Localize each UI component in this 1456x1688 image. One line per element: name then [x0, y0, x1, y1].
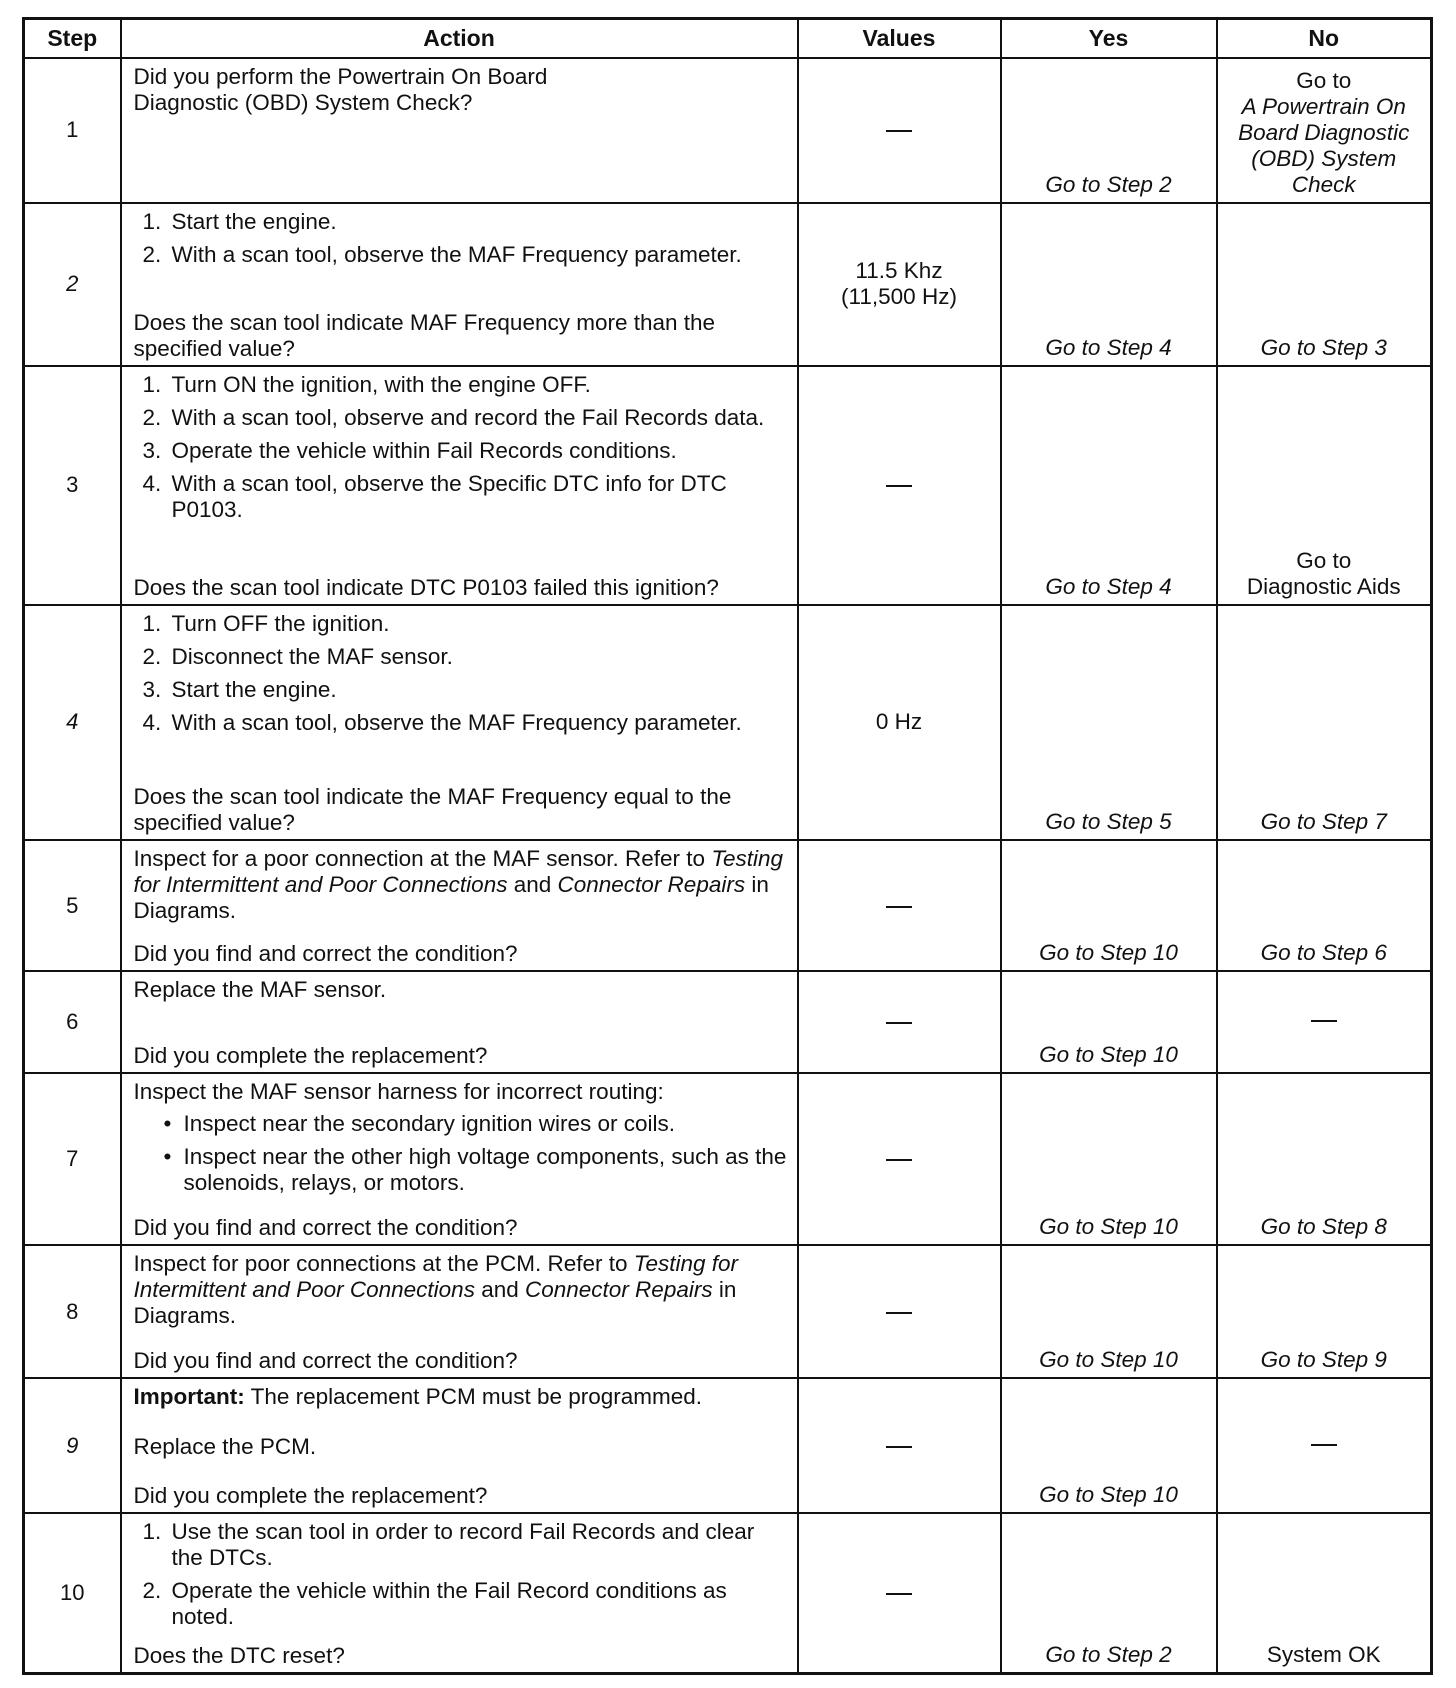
action-content — [122, 841, 797, 970]
action-cell — [121, 203, 798, 366]
action-content — [122, 59, 797, 202]
no-link[interactable]: System OK — [1217, 1513, 1432, 1673]
action-text — [134, 1251, 787, 1329]
table-row — [24, 366, 1432, 605]
table-row — [24, 58, 1432, 203]
value-cell — [798, 971, 1001, 1073]
value-line: (11,500 Hz) — [841, 284, 957, 310]
action-step: 2. Operate the vehicle within the Fail Record conditions as noted. — [168, 1578, 787, 1630]
action-steps — [134, 611, 787, 743]
table-row — [24, 971, 1432, 1073]
action-text-part: and — [474, 1277, 525, 1303]
action-text-part: in Diagrams. — [133, 872, 769, 924]
action-step: 4. With a scan tool, observe the Specific DTC info for DTC P0103. — [168, 471, 787, 523]
value-cell — [798, 840, 1001, 971]
action-step: 2. Disconnect the MAF sensor. — [168, 644, 787, 670]
no-cell — [1217, 366, 1432, 605]
no-link[interactable]: Go to Step 6 — [1217, 840, 1432, 971]
dash-mark — [886, 485, 912, 487]
table-row — [24, 1245, 1432, 1378]
action-cell — [121, 1245, 798, 1378]
dash-mark — [1311, 1020, 1337, 1022]
action-text-part: and — [507, 872, 558, 898]
action-content — [122, 367, 797, 604]
action-step: 1. Turn ON the ignition, with the engine OFF. — [168, 372, 787, 398]
value-cell — [798, 1073, 1001, 1245]
yes-link[interactable]: Go to Step 2 — [1001, 58, 1217, 203]
table-row — [24, 605, 1432, 841]
step-number: 5 — [24, 840, 121, 971]
action-text-part: in Diagrams. — [133, 1277, 737, 1329]
action-text-part: Inspect for poor connections at the PCM. Refer to — [133, 1251, 634, 1277]
action-text: Inspect the MAF sensor harness for incorrect routing: — [133, 1079, 664, 1105]
bullet-item — [162, 1144, 787, 1196]
header-action: Action — [121, 19, 798, 59]
bullet-text: Inspect near the secondary ignition wires or coils. — [183, 1111, 675, 1137]
action-step: 2. With a scan tool, observe the MAF Frequency parameter. — [168, 242, 787, 268]
action-content — [122, 606, 797, 840]
yes-link[interactable]: Go to Step 10 — [1001, 1378, 1217, 1514]
action-text — [134, 846, 787, 924]
action-step: 3. Operate the vehicle within Fail Records conditions. — [168, 438, 787, 464]
action-step: 3. Start the engine. — [168, 677, 787, 703]
no-link[interactable]: Diagnostic Aids — [1246, 573, 1401, 599]
table-row — [24, 203, 1432, 366]
yes-link[interactable]: Go to Step 5 — [1001, 605, 1217, 841]
no-prefix: Go to — [1296, 67, 1352, 93]
no-cell — [1217, 971, 1432, 1073]
action-question: Does the scan tool indicate MAF Frequency more than the specified value? — [133, 309, 716, 361]
dash-mark — [886, 1159, 912, 1161]
action-question: Did you complete the replacement? — [133, 1483, 488, 1509]
action-content — [122, 1379, 797, 1513]
value-cell — [798, 1513, 1001, 1673]
action-question: Does the DTC reset? — [133, 1643, 345, 1668]
action-content — [122, 972, 797, 1072]
bullet-text: Inspect near the other high voltage components, such as the solenoids, relays, or motors. — [183, 1144, 787, 1196]
action-cell — [121, 1513, 798, 1673]
diagnostic-table — [22, 17, 1433, 1675]
action-question: Does the scan tool indicate the MAF Frequency equal to the specified value? — [133, 784, 732, 836]
doc-reference-link[interactable]: Connector Repairs — [525, 1277, 713, 1303]
action-question: Does the scan tool indicate DTC P0103 failed this ignition? — [133, 574, 719, 600]
action-question: Did you complete the replacement? — [133, 1043, 488, 1069]
action-content — [122, 1246, 797, 1377]
action-text: Replace the MAF sensor. — [133, 976, 387, 1002]
action-cell — [121, 971, 798, 1073]
action-content — [122, 204, 797, 365]
value-cell — [798, 58, 1001, 203]
table-row — [24, 1073, 1432, 1245]
action-cell — [121, 366, 798, 605]
table-row — [24, 840, 1432, 971]
doc-reference-link[interactable]: Testing for Intermittent and Poor Connections — [133, 1251, 738, 1303]
action-cell — [121, 1073, 798, 1245]
step-number: 4 — [24, 605, 121, 841]
no-link[interactable]: Go to Step 3 — [1217, 203, 1432, 366]
step-number: 2 — [24, 203, 121, 366]
action-steps — [134, 209, 787, 275]
value-cell — [798, 1245, 1001, 1378]
step-number: 1 — [24, 58, 121, 203]
no-link[interactable]: Go to Step 9 — [1217, 1245, 1432, 1378]
table-row — [24, 1378, 1432, 1514]
action-cell — [121, 605, 798, 841]
dash-mark — [886, 1593, 912, 1595]
action-cell — [121, 58, 798, 203]
value-cell: 0 Hz — [798, 605, 1001, 841]
action-step: 2. With a scan tool, observe and record the Fail Records data. — [168, 405, 787, 431]
action-question: Did you find and correct the condition? — [133, 1215, 518, 1241]
action-cell — [121, 840, 798, 971]
action-step: 1. Turn OFF the ignition. — [168, 611, 787, 637]
action-content — [122, 1074, 797, 1244]
yes-link[interactable]: Go to Step 10 — [1001, 1245, 1217, 1378]
action-steps — [134, 1519, 787, 1637]
step-number: 8 — [24, 1245, 121, 1378]
action-content — [122, 1514, 797, 1672]
bullet-item — [162, 1111, 787, 1137]
action-text-part: Inspect for a poor connection at the MAF sensor. Refer to — [133, 846, 712, 872]
yes-link[interactable]: Go to Step 2 — [1001, 1513, 1217, 1673]
no-cell — [1217, 58, 1432, 203]
no-link[interactable]: Go to Step 8 — [1217, 1073, 1432, 1245]
header-no: No — [1217, 19, 1432, 59]
table-row — [24, 1513, 1432, 1673]
dash-mark — [886, 1446, 912, 1448]
yes-link[interactable]: Go to Step 4 — [1001, 366, 1217, 605]
header-step: Step — [24, 19, 121, 59]
action-step: 1. Start the engine. — [168, 209, 787, 235]
yes-link[interactable]: Go to Step 4 — [1001, 203, 1217, 366]
action-cell — [121, 1378, 798, 1514]
step-number: 3 — [24, 366, 121, 605]
value-cell — [798, 366, 1001, 605]
doc-reference-link[interactable]: Testing for Intermittent and Poor Connections — [133, 846, 784, 898]
dash-mark — [886, 1022, 912, 1024]
value-cell — [798, 203, 1001, 366]
action-question: Did you find and correct the condition? — [133, 1347, 518, 1373]
step-number: 7 — [24, 1073, 121, 1245]
dash-mark — [886, 130, 912, 132]
bullet-icon: • — [163, 1111, 172, 1137]
action-step: 4. With a scan tool, observe the MAF Frequency parameter. — [168, 710, 787, 736]
step-number: 9 — [24, 1378, 121, 1514]
important-label: Important: — [133, 1383, 245, 1409]
header-row — [24, 19, 1432, 59]
important-text: The replacement PCM must be programmed. — [244, 1383, 703, 1409]
header-values: Values — [798, 19, 1001, 59]
no-link[interactable]: A Powertrain On Board Diagnostic (OBD) System Check — [1238, 93, 1410, 197]
dash-mark — [1311, 1444, 1337, 1446]
yes-link[interactable]: Go to Step 10 — [1001, 840, 1217, 971]
doc-reference-link[interactable]: Connector Repairs — [557, 872, 746, 898]
dash-mark — [886, 1312, 912, 1314]
dash-mark — [886, 906, 912, 908]
step-number: 6 — [24, 971, 121, 1073]
no-cell — [1217, 1378, 1432, 1514]
no-prefix: Go to — [1296, 547, 1352, 573]
action-question: Did you find and correct the condition? — [133, 940, 518, 966]
value-cell — [798, 1378, 1001, 1514]
action-text: Did you perform the Powertrain On Board Diagnostic (OBD) System Check? — [133, 64, 548, 115]
step-number: 10 — [24, 1513, 121, 1673]
action-text: Replace the PCM. — [133, 1433, 317, 1459]
action-step: 1. Use the scan tool in order to record Fail Records and clear the DTCs. — [168, 1519, 787, 1571]
action-bullets — [134, 1111, 787, 1196]
value-line: 11.5 Khz — [855, 258, 943, 284]
header-yes: Yes — [1001, 19, 1217, 59]
yes-link[interactable]: Go to Step 10 — [1001, 1073, 1217, 1245]
action-steps — [134, 372, 787, 530]
yes-link[interactable]: Go to Step 10 — [1001, 971, 1217, 1073]
important-note — [134, 1384, 787, 1410]
bullet-icon: • — [163, 1144, 172, 1170]
no-link[interactable]: Go to Step 7 — [1217, 605, 1432, 841]
